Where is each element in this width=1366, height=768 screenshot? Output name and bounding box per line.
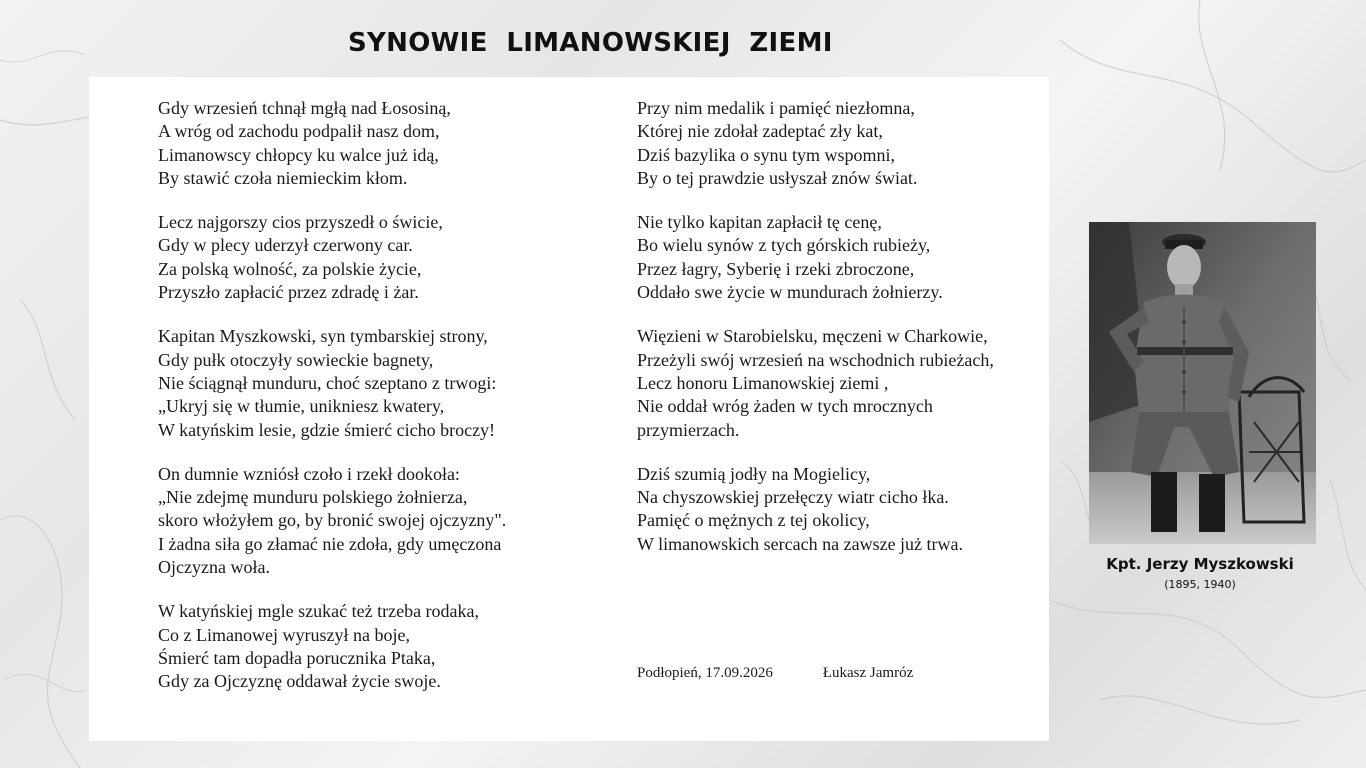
stanza bbox=[637, 211, 1047, 304]
poem-line: Co z Limanowej wyruszył na boje, bbox=[158, 624, 410, 645]
poem-line: Przyszło zapłacić przez zdradę i żar. bbox=[158, 282, 419, 303]
poem-line: By stawić czoła niemieckim kłom. bbox=[158, 167, 408, 188]
poem-line: By o tej prawdzie usłyszał znów świat. bbox=[637, 167, 918, 188]
poem-line: „Ukryj się w tłumie, unikniesz kwatery, bbox=[158, 396, 445, 417]
poem-line: Gdy w plecy uderzył czerwony car. bbox=[158, 235, 413, 256]
poem-line: Za polską wolność, za polskie życie, bbox=[158, 258, 422, 279]
poem-sheet bbox=[89, 77, 1049, 741]
poem-line: W katyńskim lesie, gdzie śmierć cicho broczy! bbox=[158, 419, 496, 440]
stanza bbox=[637, 97, 1047, 190]
poem-line: Przy nim medalik i pamięć niezłomna, bbox=[637, 98, 915, 118]
poem-line: A wróg od zachodu podpalił nasz dom, bbox=[158, 121, 440, 142]
poem-line: Limanowscy chłopcy ku walce już idą, bbox=[158, 144, 439, 165]
portrait-caption-years: (1895, 1940) bbox=[1164, 578, 1236, 591]
poem-line: Lecz najgorszy cios przyszedł o świcie, bbox=[158, 212, 443, 233]
poem-line: „Nie zdejmę munduru polskiego żołnierza, bbox=[158, 487, 468, 508]
stanza bbox=[158, 211, 598, 304]
poem-line: Oddało swe życie w mundurach żołnierzy. bbox=[637, 282, 943, 303]
poem-line: przymierzach. bbox=[637, 419, 740, 440]
poem-line: Dziś bazylika o synu tym wspomni, bbox=[637, 144, 895, 165]
portrait-caption-name: Kpt. Jerzy Myszkowski bbox=[1106, 555, 1294, 573]
poem-line: Dziś szumią jodły na Mogielicy, bbox=[637, 463, 871, 484]
author-name: Łukasz Jamróz bbox=[822, 665, 914, 681]
poem-line: Śmierć tam dopadła porucznika Ptaka, bbox=[158, 647, 436, 668]
poem-line: Gdy za Ojczyznę oddawał życie swoje. bbox=[158, 671, 441, 692]
poem-line: Nie ściągnął munduru, choć szeptano z trwogi: bbox=[158, 372, 497, 393]
poem-line: Gdy wrzesień tchnął mgłą nad Łososiną, bbox=[158, 98, 451, 118]
stanza bbox=[158, 600, 598, 693]
poem-line: W katyńskiej mgle szukać też trzeba rodaka, bbox=[158, 601, 480, 622]
poem-line: Nie tylko kapitan zapłacił tę cenę, bbox=[637, 212, 882, 233]
stanza bbox=[158, 325, 598, 441]
poem-line: I żadna siła go złamać nie zdoła, gdy umęczona bbox=[158, 533, 502, 554]
stanza bbox=[158, 463, 598, 579]
poem-line: Przez łagry, Syberię i rzeki zbroczone, bbox=[637, 258, 915, 279]
poem-line: Lecz honoru Limanowskiej ziemi , bbox=[637, 372, 889, 393]
stanza bbox=[637, 463, 1047, 556]
page-title: SYNOWIE LIMANOWSKIEJ ZIEMI bbox=[348, 28, 833, 58]
poem-left-column bbox=[158, 97, 598, 715]
poem-line: Której nie zdołał zadeptać zły kat, bbox=[637, 121, 883, 142]
poem-line: skoro włożyłem go, by bronić swojej ojczyzny". bbox=[158, 510, 507, 531]
poem-line: Na chyszowskiej przełęczy wiatr cicho łka. bbox=[637, 487, 949, 508]
poem-line: W limanowskich sercach na zawsze już trwa. bbox=[637, 533, 964, 554]
poem-line: Bo wielu synów z tych górskich rubieży, bbox=[637, 235, 931, 256]
poem-line: Pamięć o mężnych z tej okolicy, bbox=[637, 510, 870, 531]
soldier-portrait-image bbox=[1089, 222, 1316, 544]
portrait-photo bbox=[1089, 222, 1316, 544]
poem-right-column bbox=[637, 97, 1047, 577]
stanza bbox=[637, 325, 1047, 441]
poem-line: Przeżyli swój wrzesień na wschodnich rubieżach, bbox=[637, 349, 994, 370]
poem-line: On dumnie wzniósł czoło i rzekł dookoła: bbox=[158, 463, 460, 484]
poem-line: Ojczyzna woła. bbox=[158, 557, 270, 578]
stanza bbox=[158, 97, 598, 190]
place-date: Podłopień, 17.09.2026 bbox=[637, 665, 773, 681]
poem-line: Kapitan Myszkowski, syn tymbarskiej strony, bbox=[158, 326, 488, 347]
poem-line: Nie oddał wróg żaden w tych mrocznych bbox=[637, 396, 933, 417]
poem-line: Gdy pułk otoczyły sowieckie bagnety, bbox=[158, 349, 434, 370]
poem-signature bbox=[637, 665, 913, 682]
poem-line: Więzieni w Starobielsku, męczeni w Charkowie, bbox=[637, 326, 988, 347]
